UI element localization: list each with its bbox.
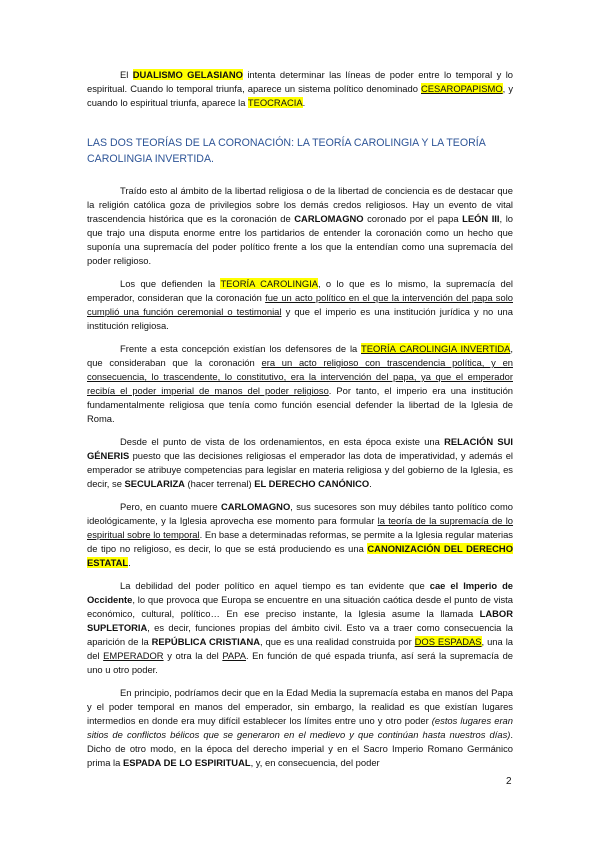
text-run: coronado por el papa [363, 213, 463, 224]
text-run-styled: TEOCRACIA [247, 97, 303, 108]
text-run: Traído esto al ámbito de la libertad religiosa o de la libertad de conciencia es de destacar que la religión católica goza de privilegios sobre los demás credos religiosos. Hay un evento de vital trascendencia histórica que es la coronación de [87, 185, 513, 224]
text-run-styled: CARLOMAGNO [294, 213, 364, 224]
text-run: . [302, 97, 306, 108]
text-run: , y, en consecuencia, del poder [250, 757, 380, 768]
body-paragraph-6 [87, 579, 513, 677]
text-run-styled: era un acto religioso con trascendencia política, y en consecuencia, lo trascendente, lo constitutivo, era la intervención del papa, ya que el emperador recibía el poder imperial de manos del poder religioso [87, 357, 513, 396]
text-run-styled: DOS ESPADAS [414, 636, 482, 647]
text-run: y otra la del [163, 650, 223, 661]
text-run: , sus sucesores son muy débiles tanto político como ideológicamente, y la Iglesia aprovecha ese momento para formular [87, 501, 513, 526]
text-run-styled: REPÚBLICA CRISTIANA [151, 636, 260, 647]
text-run: , lo que trajo una disputa enorme entre los partidarios de entender la coronación como un hecho que suponía una supremacía del poder político frente a los que la entendían como una supremacía del poder religioso. [87, 213, 513, 266]
text-run: . Dicho de otro modo, en la época del derecho imperial y en el Sacro Imperio Romano Germánico prima la [87, 729, 513, 768]
text-run-styled: ESPADA DE LO ESPIRITUAL [122, 757, 251, 768]
text-run-styled: PAPA [222, 650, 246, 661]
section-heading: LAS DOS TEORÍAS DE LA CORONACIÓN: LA TEORÍA CAROLINGIA Y LA TEORÍA CAROLINGIA INVERTIDA. [87, 137, 486, 165]
text-run-styled: LABOR SUPLETORIA [87, 608, 513, 633]
text-run: , una la del [87, 636, 513, 661]
text-run: , que consideraban que la coronación [87, 343, 513, 368]
text-run: La debilidad del poder político en aquel tiempo es tan evidente que [120, 580, 430, 591]
body-paragraph-2 [87, 277, 513, 333]
page-content [87, 68, 513, 779]
body-paragraph-7 [87, 686, 513, 770]
text-run-styled: LEÓN III [462, 213, 500, 224]
text-run: Los que defienden la [120, 278, 221, 289]
text-run-styled: cae el Imperio de Occidente [87, 580, 514, 605]
text-run: . [369, 478, 372, 489]
text-run-styled: CARLOMAGNO [220, 501, 291, 512]
text-run: . Por tanto, el imperio era una institución fundamentalmente religiosa que tenía como función esencial defender la libertad de la Iglesia de Roma. [87, 385, 513, 424]
body-paragraph-4 [87, 435, 513, 491]
text-run: (hacer terrenal) [184, 478, 255, 489]
text-run-styled: EMPERADOR [103, 650, 164, 661]
text-run-styled: fue un acto político en el que la intervención del papa solo cumplió una función ceremonial o testimonial [87, 292, 513, 317]
text-run: , es decir, funciones propias del ámbito civil. Esto va a traer como consecuencia la aparición de la [87, 622, 513, 647]
text-run: , y cuando lo espiritual triunfa, aparece la [87, 83, 514, 108]
text-run: , que es una realidad construida por [260, 636, 415, 647]
text-run: y que el imperio es una institución jurídica y no una institución religiosa. [87, 306, 513, 331]
text-run: Frente a esta concepción existían los defensores de la [120, 343, 362, 354]
text-run: El [120, 69, 133, 80]
text-run-styled: la teoría de la supremacía de lo espiritual sobre lo temporal [87, 515, 514, 540]
text-run: Pero, en cuanto muere [120, 501, 221, 512]
intro-paragraph [87, 68, 513, 110]
text-run: . [128, 557, 131, 568]
text-run-styled: SECULARIZA [124, 478, 185, 489]
text-run: . En función de qué espada triunfa, así será la supremacía de uno u otro poder. [87, 650, 513, 675]
body-paragraph-3 [87, 342, 513, 426]
text-run-styled: DUALISMO GELASIANO [132, 69, 243, 80]
text-run-styled: RELACIÓN SUI GÉNERIS [87, 436, 513, 461]
text-run: Desde el punto de vista de los ordenamientos, en esta época existe una [120, 436, 445, 447]
text-run-styled: CANONIZACIÓN DEL DERECHO ESTATAL [87, 543, 513, 568]
text-run-styled: TEORÍA CAROLINGIA INVERTIDA [361, 343, 511, 354]
text-run: , o lo que es lo mismo, la supremacía del emperador, consideran que la coronación [87, 278, 513, 303]
body-paragraph-5 [87, 500, 513, 570]
text-run: . En base a determinadas reformas, se permite a la Iglesia regular materias de tipo no religioso, es decir, lo que se está produciendo es una [87, 529, 513, 554]
text-run: , lo que provoca que Europa se encuentre en una situación caótica desde el punto de vista económico, cultural, político… En ese preciso instante, la Iglesia asume la llamada [87, 594, 513, 619]
text-run-styled: CESAROPAPISMO [421, 83, 503, 94]
text-run: intenta determinar las líneas de poder entre lo temporal y lo espiritual. Cuando lo temporal triunfa, aparece un sistema político denominado [87, 69, 513, 94]
text-run: En principio, podríamos decir que en la Edad Media la supremacía estaba en manos del Papa y el poder temporal en manos del emperador, sin embargo, la realidad es que existían lugares intermedios en donde era muy difícil establecer los límites entre uno y otro poder [87, 687, 513, 726]
text-run-styled: (estos lugares eran sitios de conflictos bélicos que se generaron en el medievo y que continúan hasta nuestros días) [87, 715, 513, 740]
text-run-styled: EL DERECHO CANÓNICO [254, 478, 370, 489]
page-number: 2 [506, 776, 512, 787]
text-run: puesto que las decisiones religiosas el emperador las dota de imperatividad, y además el emperador se atribuye competencias para legislar en materia religiosa y del gobierno de la Iglesia, es decir, se [87, 450, 513, 489]
text-run-styled: TEORÍA CAROLINGIA [220, 278, 318, 289]
body-paragraph-1 [87, 184, 513, 268]
